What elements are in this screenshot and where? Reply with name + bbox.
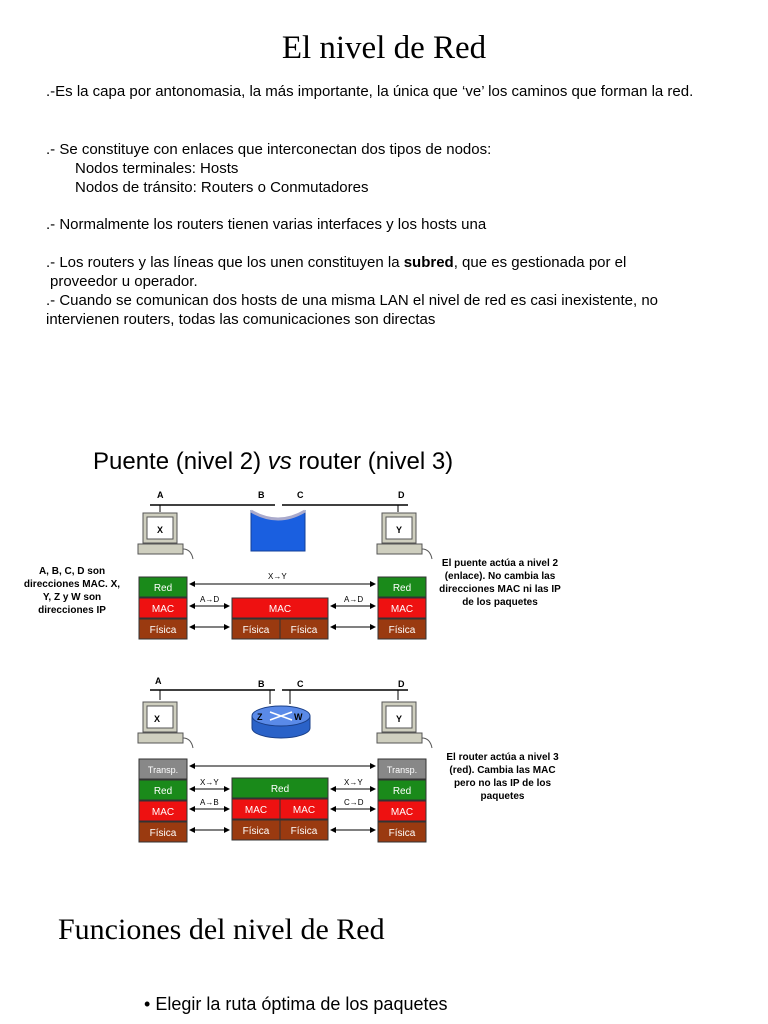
node-type-hosts: Nodos terminales: Hosts bbox=[75, 160, 239, 177]
label-b-bottom: B bbox=[258, 679, 265, 689]
ip-z: Z bbox=[257, 712, 263, 722]
host-computer-icon bbox=[377, 513, 432, 559]
router-note: El router actúa a nivel 3 (red). Cambia las MAC pero no las IP de los paquetes bbox=[446, 752, 559, 802]
layer-fisica: Física bbox=[290, 625, 318, 636]
layer-mac: MAC bbox=[292, 805, 316, 816]
router-icon bbox=[252, 706, 310, 738]
layer-fisica: Física bbox=[242, 625, 270, 636]
stack-host-a bbox=[139, 759, 187, 842]
subred-term: subred bbox=[403, 254, 454, 271]
paragraph-4-continuation: proveedor u operador. bbox=[50, 273, 198, 290]
arrow-label-x-y: X→Y bbox=[268, 572, 287, 581]
paragraph-1-text: .-Es la capa por antonomasia, la más importante, la única que ‘ve’ los caminos que forman la red. bbox=[46, 83, 694, 100]
layer-transp: Transp. bbox=[147, 765, 179, 775]
page-title: El nivel de Red bbox=[281, 30, 487, 66]
layer-mac: MAC bbox=[151, 807, 175, 818]
paragraph-3-text: .- Normalmente los routers tienen varias interfaces y los hosts una bbox=[46, 216, 487, 233]
bridge-diagram bbox=[138, 490, 432, 639]
layer-fisica: Física bbox=[242, 826, 270, 837]
label-d-bottom: D bbox=[398, 679, 405, 689]
layer-red: Red bbox=[153, 786, 173, 797]
stack-bridge bbox=[232, 598, 328, 639]
router-diagram bbox=[138, 676, 432, 842]
arrow-label-a-b: A→B bbox=[200, 798, 219, 807]
bridge-note: El puente actúa a nivel 2 (enlace). No cambia las direcciones MAC ni las IP de los paquetes bbox=[439, 558, 561, 608]
layer-fisica: Física bbox=[149, 625, 177, 636]
node-type-routers: Nodos de tránsito: Routers o Conmutadores bbox=[75, 179, 369, 196]
ip-x-bottom: X bbox=[154, 714, 161, 724]
paragraph-4-after: , que es gestionada por el bbox=[453, 254, 627, 271]
section-title: Funciones del nivel de Red bbox=[58, 913, 385, 946]
layer-red: Red bbox=[392, 583, 412, 594]
layer-mac: MAC bbox=[268, 604, 292, 615]
bullet-item: • Elegir la ruta óptima de los paquetes bbox=[144, 994, 448, 1014]
ip-y-bottom: Y bbox=[396, 714, 403, 724]
layer-fisica: Física bbox=[388, 828, 416, 839]
arrow-label-x-y: X→Y bbox=[200, 778, 219, 787]
layer-fisica: Física bbox=[290, 826, 318, 837]
label-b-top: B bbox=[258, 490, 265, 500]
arrow-label-a-d: A→D bbox=[200, 595, 220, 604]
layer-red: Red bbox=[392, 786, 412, 797]
layer-red: Red bbox=[270, 784, 290, 795]
layer-red: Red bbox=[153, 583, 173, 594]
diagram-title-post: router (nivel 3) bbox=[291, 448, 454, 475]
host-computer-icon bbox=[138, 702, 193, 748]
layer-mac: MAC bbox=[390, 807, 414, 818]
arrow-label-a-d: A→D bbox=[344, 595, 364, 604]
label-a-bottom: A bbox=[155, 676, 162, 686]
layer-fisica: Física bbox=[388, 625, 416, 636]
ip-x-top: X bbox=[157, 525, 164, 535]
bridge-icon bbox=[251, 511, 305, 551]
label-a-top: A bbox=[157, 490, 164, 500]
ip-w: W bbox=[294, 712, 303, 722]
layer-transp: Transp. bbox=[386, 765, 418, 775]
label-d-top: D bbox=[398, 490, 405, 500]
label-c-top: C bbox=[297, 490, 304, 500]
layer-fisica: Física bbox=[149, 828, 177, 839]
stack-router bbox=[232, 778, 328, 840]
paragraph-4-before: .- Los routers y las líneas que los unen constituyen la bbox=[46, 254, 404, 271]
host-computer-icon bbox=[138, 513, 193, 559]
diagram-title-vs: vs bbox=[267, 448, 292, 475]
arrow-label-x-y: X→Y bbox=[344, 778, 363, 787]
arrow-label-c-d: C→D bbox=[344, 798, 364, 807]
label-c-bottom: C bbox=[297, 679, 304, 689]
paragraph-5-text: .- Cuando se comunican dos hosts de una misma LAN el nivel de red es casi inexistente, no intervienen routers, todas las comunicaciones son directas bbox=[46, 292, 658, 328]
stack-host-d bbox=[378, 577, 426, 639]
stack-host-a bbox=[139, 577, 187, 639]
diagram-title-pre: Puente (nivel 2) bbox=[93, 448, 268, 475]
stack-host-d bbox=[378, 759, 426, 842]
host-computer-icon bbox=[377, 702, 432, 748]
layer-mac: MAC bbox=[244, 805, 268, 816]
layer-mac: MAC bbox=[390, 604, 414, 615]
layer-mac: MAC bbox=[151, 604, 175, 615]
bullet-text: Elegir la ruta óptima de los paquetes bbox=[155, 994, 448, 1014]
ip-y-top: Y bbox=[396, 525, 403, 535]
address-legend-note: A, B, C, D son direcciones MAC. X, Y, Z y W son direcciones IP bbox=[23, 566, 121, 616]
paragraph-2-text: .- Se constituye con enlaces que interconectan dos tipos de nodos: bbox=[46, 141, 492, 158]
